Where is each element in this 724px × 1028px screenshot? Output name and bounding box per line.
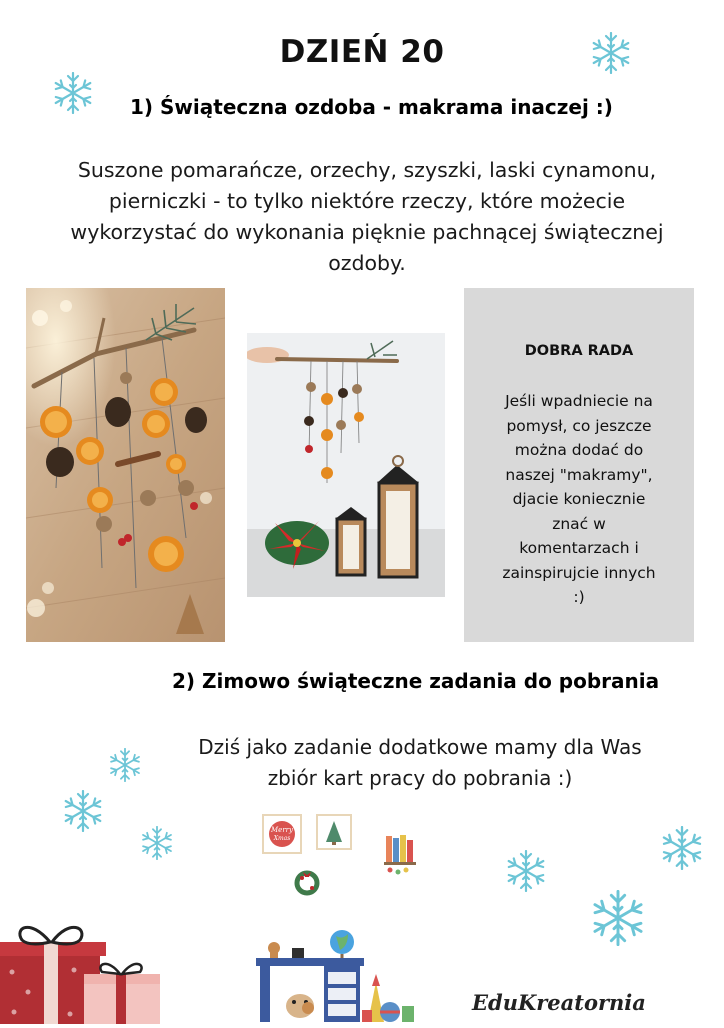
- section1-heading: 1) Świąteczna ozdoba - makrama inaczej :): [130, 95, 613, 119]
- tip-line: Jeśli wpadniecie na: [505, 392, 653, 410]
- tip-line: :): [573, 588, 585, 606]
- worksheet-thumbnail-merry-xmas[interactable]: [262, 814, 302, 854]
- task-paragraph: [150, 732, 690, 794]
- tip-line: djacie koniecznie: [512, 490, 646, 508]
- task-line: zbiór kart pracy do pobrania :): [267, 766, 573, 790]
- tip-line: naszej "makramy",: [505, 465, 653, 484]
- tip-text: [486, 389, 672, 610]
- snowflake-icon: [505, 850, 547, 892]
- tip-line: pomysł, co jeszcze: [506, 416, 652, 435]
- card-text-1: Merry: [271, 826, 293, 834]
- worksheet-thumbnail-tree[interactable]: [316, 814, 352, 850]
- tip-line: komentarzach i: [519, 539, 639, 557]
- snowflake-icon: [62, 790, 104, 832]
- intro-line: pierniczki - to tylko niektóre rzeczy, które możecie: [108, 189, 626, 213]
- tip-title: DOBRA RADA: [524, 343, 634, 359]
- task-line: Dziś jako zadanie dodatkowe mamy dla Was: [198, 735, 642, 759]
- macrame-hanging-photo: [247, 333, 445, 597]
- tip-line: zainspirujcie innych: [502, 563, 656, 582]
- snowflake-icon: [140, 826, 174, 860]
- bookshelf-icon: [382, 832, 418, 876]
- snowflake-icon: [52, 72, 94, 114]
- card-text-2: Xmas: [273, 835, 291, 842]
- brand-logo: EduKreatornia: [472, 990, 646, 1015]
- desk-illustration: [252, 926, 428, 1022]
- intro-line: wykorzystać do wykonania pięknie pachnącej świątecznej: [70, 220, 664, 244]
- gifts-illustration: [0, 912, 160, 1024]
- worksheet-thumbnail-wreath[interactable]: [290, 864, 324, 898]
- page-title: DZIEŃ 20: [279, 34, 445, 70]
- tip-line: można dodać do: [514, 441, 644, 459]
- tip-box: [464, 288, 694, 642]
- tree-icon: [318, 816, 350, 848]
- tip-line: znać w: [552, 514, 606, 533]
- section2-heading: 2) Zimowo świąteczne zadania do pobrania: [172, 669, 660, 693]
- macrame-flatlay-photo: [26, 288, 225, 642]
- worksheet-thumbnail-bookshelf[interactable]: [382, 832, 418, 876]
- intro-line: Suszone pomarańcze, orzechy, szyszki, laski cynamonu,: [77, 158, 657, 182]
- wreath-icon: [290, 864, 324, 898]
- intro-line: ozdoby.: [328, 251, 406, 275]
- intro-paragraph: [52, 155, 682, 279]
- snowflake-icon: [108, 748, 142, 782]
- snowflake-icon: [590, 890, 646, 946]
- snowflake-icon: [590, 32, 632, 74]
- snowflake-icon: [660, 826, 704, 870]
